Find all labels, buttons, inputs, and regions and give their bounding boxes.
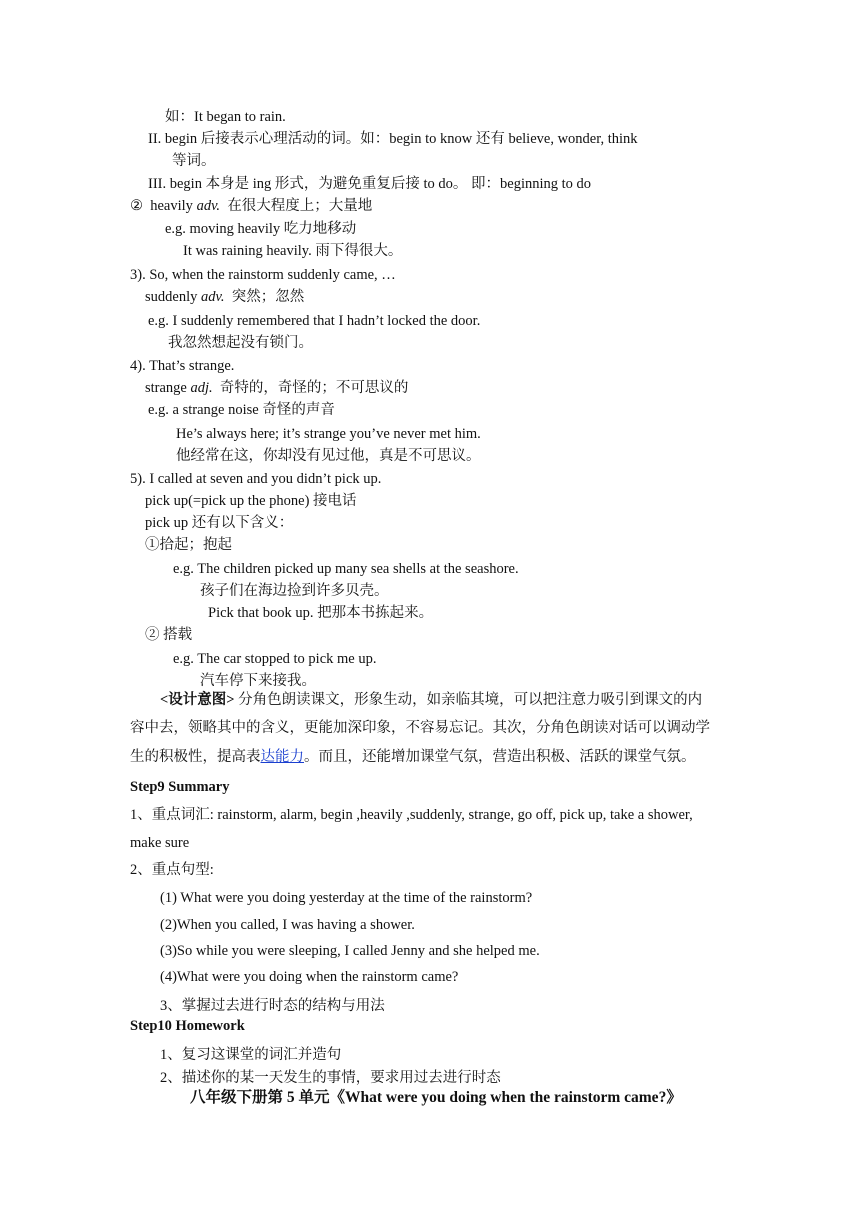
homework-item: 2、描述你的某一天发生的事情，要求用过去进行时态 xyxy=(160,1070,501,1086)
sentence-pattern: (2)When you called, I was having a shower. xyxy=(160,917,415,933)
vocab-word: strange xyxy=(145,380,187,396)
summary-vocab-line: make sure xyxy=(130,835,190,851)
vocab-word: suddenly xyxy=(145,289,198,305)
example-line: Pick that book up. 把那本书拣起来。 xyxy=(208,605,434,621)
meaning-item: ② 搭载 xyxy=(145,627,193,643)
paragraph-text: 生的积极性，提高表 xyxy=(130,749,261,765)
summary-vocab-line: 1、重点词汇: rainstorm, alarm, begin ,heavily ,suddenly, strange, go off, pick up, take a shower, xyxy=(130,807,693,823)
sentence-pattern: (3)So while you were sleeping, I called Jenny and she helped me. xyxy=(160,943,540,959)
example-line: e.g. a strange noise 奇怪的声音 xyxy=(148,402,335,418)
example-line: e.g. The children picked up many sea shells at the seashore. xyxy=(173,561,519,577)
summary-grammar-line: 3、掌握过去进行时态的结构与用法 xyxy=(160,998,385,1014)
phrase-entry: pick up(=pick up the phone) 接电话 xyxy=(145,493,357,509)
meaning-item: ①拾起；抱起 xyxy=(145,537,232,553)
note-line: 等词。 xyxy=(172,153,216,169)
lesson-title: 八年级下册第 5 单元《What were you doing when the rainstorm came?》 xyxy=(190,1089,682,1106)
step10-heading: Step10 Homework xyxy=(130,1018,245,1034)
vocab-word: heavily xyxy=(150,198,193,214)
homework-item: 1、复习这课堂的词汇并造句 xyxy=(160,1047,342,1063)
paragraph-line: 容中去，领略其中的含义，更能加深印象，不容易忘记。其次，分角色朗读对话可以调动学 xyxy=(130,720,710,736)
paragraph-text: 。而且，还能增加课堂气氛，营造出积极、活跃的课堂气氛。 xyxy=(304,749,696,765)
step9-heading: Step9 Summary xyxy=(130,779,230,795)
example-line: e.g. moving heavily 吃力地移动 xyxy=(165,221,357,237)
design-intent-tag: <设计意图> xyxy=(160,692,235,708)
vocab-entry-strange xyxy=(145,378,408,398)
item-number: ② xyxy=(130,198,143,214)
vocab-definition: 突然；忽然 xyxy=(231,289,305,305)
ability-link[interactable]: 达能力 xyxy=(260,749,304,765)
sentence-heading: 3). So, when the rainstorm suddenly came, … xyxy=(130,267,396,283)
example-translation: 汽车停下来接我。 xyxy=(200,673,316,689)
paragraph-line xyxy=(130,747,696,767)
example-translation: 他经常在这，你却没有见过他，真是不可思议。 xyxy=(176,448,481,464)
vocab-entry-heavily xyxy=(130,196,372,216)
example-line: He’s always here; it’s strange you’ve never met him. xyxy=(176,426,481,442)
example-line: e.g. I suddenly remembered that I hadn’t locked the door. xyxy=(148,313,481,329)
phrase-entry: pick up 还有以下含义： xyxy=(145,515,294,531)
example-translation: 我忽然想起没有锁门。 xyxy=(168,335,313,351)
sentence-heading: 5). I called at seven and you didn’t pick up. xyxy=(130,471,382,487)
example-line: e.g. The car stopped to pick me up. xyxy=(173,651,377,667)
note-line: II. begin 后接表示心理活动的词。如：begin to know 还有 believe, wonder, think xyxy=(148,131,638,147)
vocab-entry-suddenly xyxy=(145,287,304,307)
design-intent-paragraph xyxy=(160,690,702,710)
sentence-pattern: (4)What were you doing when the rainstorm came? xyxy=(160,969,459,985)
summary-pattern-heading: 2、重点句型: xyxy=(130,862,214,878)
paragraph-text: 分角色朗读课文，形象生动，如亲临其境，可以把注意力吸引到课文的内 xyxy=(234,692,703,708)
note-line: III. begin 本身是 ing 形式，为避免重复后接 to do。 即：beginning to do xyxy=(148,176,592,192)
part-of-speech: adj. xyxy=(190,380,213,396)
sentence-heading: 4). That’s strange. xyxy=(130,358,235,374)
part-of-speech: adv. xyxy=(200,289,225,305)
part-of-speech: adv. xyxy=(196,198,221,214)
example-translation: 孩子们在海边捡到许多贝壳。 xyxy=(200,583,389,599)
vocab-definition: 在很大程度上；大量地 xyxy=(227,198,373,214)
example-line: It was raining heavily. 雨下得很大。 xyxy=(183,243,403,259)
sentence-pattern: (1) What were you doing yesterday at the time of the rainstorm? xyxy=(160,890,533,906)
vocab-definition: 奇特的，奇怪的；不可思议的 xyxy=(219,380,409,396)
example-line: 如：It began to rain. xyxy=(165,109,286,125)
